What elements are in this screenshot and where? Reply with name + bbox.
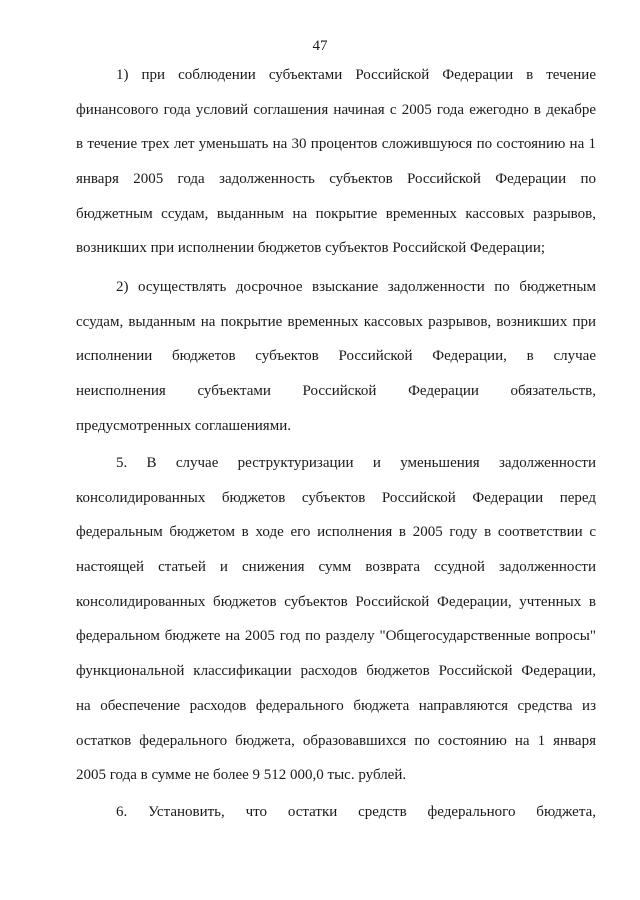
text-line: 5. В случае реструктуризации и уменьшения задолженности: [116, 455, 596, 471]
paragraph-5: [76, 446, 596, 793]
text-line: остатков федерального бюджета, образовавшихся по состоянию на 1 января: [76, 732, 596, 749]
text-line: возникших при исполнении бюджетов субъектов Российской Федерации;: [76, 240, 546, 257]
text-line: на обеспечение расходов федерального бюджета направляются средства из: [76, 697, 596, 714]
text-line: консолидированных бюджетов субъектов Российской Федерации перед: [76, 489, 596, 506]
text-line: финансового года условий соглашения начиная с 2005 года ежегодно в декабре: [76, 101, 596, 118]
text-line: января 2005 года задолженность субъектов Российской Федерации по: [76, 171, 596, 188]
text-line: федеральном бюджете на 2005 год по разделу "Общегосударственные вопросы": [76, 628, 596, 645]
paragraph-2: [76, 270, 596, 443]
text-line: 6. Установить, что остатки средств федерального бюджета,: [116, 804, 596, 820]
text-line: функциональной классификации расходов бюджетов Российской Федерации,: [76, 663, 596, 680]
text-line: в течение трех лет уменьшать на 30 процентов сложившуюся по состоянию на 1: [76, 136, 596, 153]
text-line: федеральным бюджетом в ходе его исполнения в 2005 году в соответствии с: [76, 524, 596, 541]
text-line: 1) при соблюдении субъектами Российской Федерации в течение: [116, 67, 596, 83]
text-line: 2) осуществлять досрочное взыскание задолженности по бюджетным: [116, 279, 596, 295]
text-line: настоящей статьей и снижения сумм возврата ссудной задолженности: [76, 559, 596, 576]
text-line: исполнении бюджетов субъектов Российской Федерации, в случае: [76, 348, 596, 365]
text-line: неисполнения субъектами Российской Федерации обязательств,: [76, 383, 596, 400]
paragraph-6: [76, 795, 596, 830]
text-line: предусмотренных соглашениями.: [76, 417, 291, 434]
paragraph-1: [76, 58, 596, 266]
text-line: консолидированных бюджетов субъектов Российской Федерации, учтенных в: [76, 593, 596, 610]
text-line: бюджетным ссудам, выданным на покрытие временных кассовых разрывов,: [76, 205, 596, 222]
text-line: 2005 года в сумме не более 9 512 000,0 тыс. рублей.: [76, 767, 407, 784]
page-number: 47: [312, 38, 328, 54]
text-line: ссудам, выданным на покрытие временных кассовых разрывов, возникших при: [76, 313, 596, 330]
